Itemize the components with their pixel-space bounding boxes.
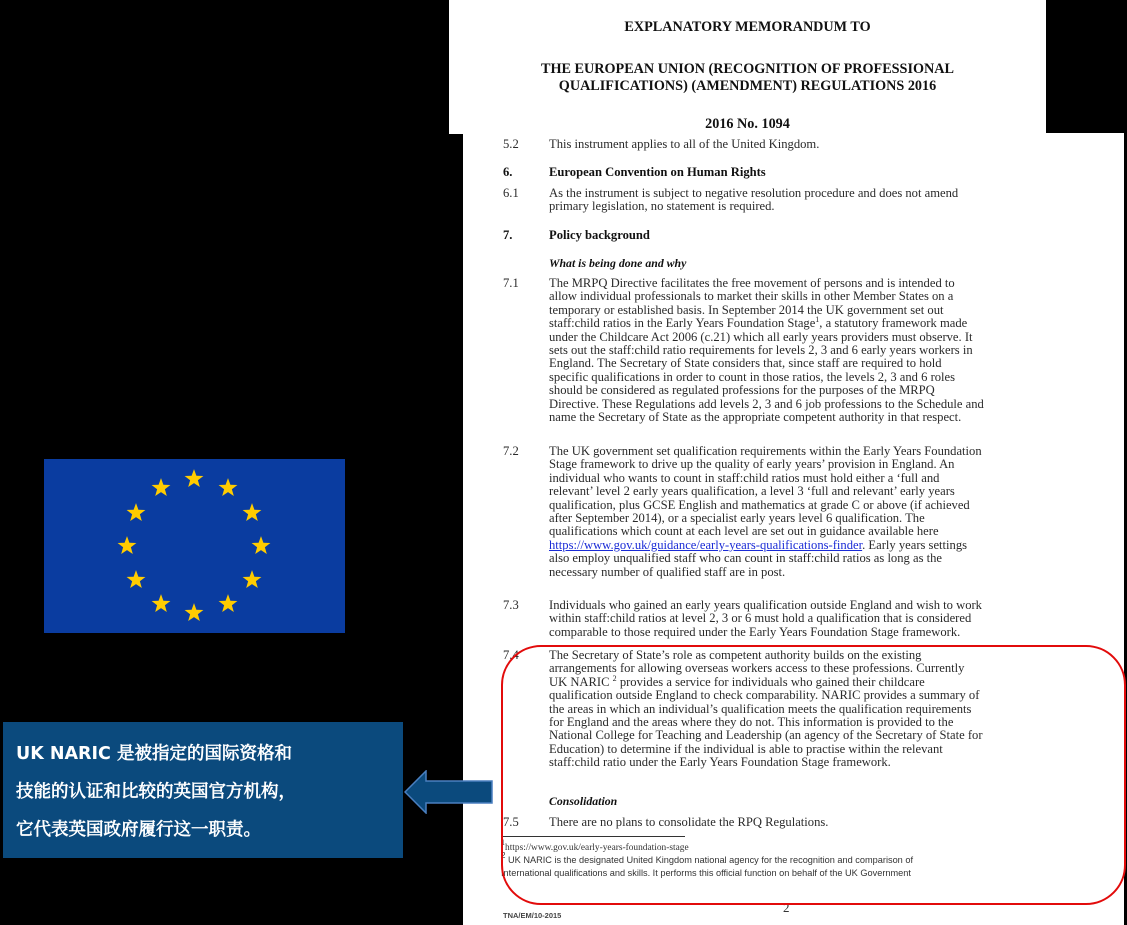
text-line: after September 2014), or a specialist early years level 6 qualification. The (549, 511, 925, 526)
page-number: 2 (783, 900, 790, 915)
text-line: The MRPQ Directive facilitates the free movement of persons and is intended to (549, 276, 955, 290)
star-icon (217, 477, 239, 499)
section-number: 7.3 (503, 598, 519, 612)
text-line: Stage framework to drive up the quality of early years’ provision in England. An (549, 457, 955, 472)
text-line: sets out the staff:child ratio requirements for levels 2, 3 and 6 early years workers in (549, 343, 973, 358)
text-line: relevant’ level 2 early years qualification, a level 3 ‘full and relevant’ early years (549, 484, 955, 499)
star-icon (241, 569, 263, 591)
star-icon (125, 569, 147, 591)
section-number: 7.1 (503, 276, 519, 290)
memo-title: EXPLANATORY MEMORANDUM TO (624, 19, 871, 35)
text-line: allow individual professionals to market their skills in other Member States on a (549, 289, 954, 304)
text-line: specific qualifications in order to count in those ratios, the levels 2, 3 and 6 roles (549, 369, 956, 384)
text-line: comparable to those required under the Early Years Foundation Stage framework. (549, 624, 961, 639)
regulation-title-line2: QUALIFICATIONS) (AMENDMENT) REGULATIONS 2016 (558, 78, 937, 94)
text-line: temporary or established basis. In September 2014 the UK government set out (549, 302, 944, 317)
text-line: primary legislation, no statement is required. (549, 199, 775, 214)
text-line: qualifications which count at each level are set out in guidance available here (549, 524, 939, 539)
section-number: 6.1 (503, 186, 519, 200)
arrow-left-icon (404, 770, 494, 814)
text-line: England. The Secretary of State considers that, since staff are required to hold (549, 356, 942, 371)
text-line: name the Secretary of State as the appropriate competent authority in that respect. (549, 410, 962, 425)
regulation-title-line1: THE EUROPEAN UNION (RECOGNITION OF PROFESSIONAL (541, 61, 954, 77)
section-number: 7.4 (503, 648, 519, 662)
section-number: 7.5 (503, 815, 519, 829)
text-line: Education) to determine if the individual is able to practise within the relevant (549, 741, 943, 756)
text-line: As the instrument is subject to negative resolution procedure and does not amend (549, 186, 959, 200)
text-line: The Secretary of State’s role as competent authority builds on the existing (549, 648, 922, 662)
text-line: under the Childcare Act 2006 (c.21) which all early years providers must observe. It (549, 329, 973, 344)
star-icon (150, 593, 172, 615)
text-line: staff:child ratios in the Early Years Foundation Stage$^1$, a statutory framework made (549, 315, 968, 331)
text-line: The UK government set qualification requirements within the Early Years Foundation (549, 444, 982, 458)
annotation-box (3, 722, 403, 858)
text-line: within staff:child ratios at level 2, 3 or 6 must hold a qualification that is considered (549, 611, 972, 626)
document-body-page: 2016 No. 1094 5.2 This instrument applies to all of the United Kingdom. 6. European Convention on Human Rights 6.1 As the instrument is subject to negative resolution procedure and does not amend primary legislation, no statement is required. 7. Policy background What is being done and why 7.1 The MRPQ Directive facilitates the free movement of persons and is intended to allow individual professionals to market their skills in other Member States on a temporary or established basis. In September 2014 the UK government set out staff:child ratios in the Early Years Foundation Stage$^1$, a statutory framework made under the Childcare Act 2006 (c.21) which all early years providers must observe. It sets out the staff:child ratio requirements for levels 2, 3 and 6 early years workers in England. The Secretary of State considers that, since staff are required to hold specific qualifications in order to count in those ratios, the levels 2, 3 and 6 roles should be considered as regulated professions for the purposes of the MRPQ Directive. These Regulations add levels 2, 3 and 6 job professions to the Schedule and name the Secretary of State as the appropriate competent authority in that respect. 7.2 The UK government set qualification requirements within the Early Years Foundation Stage framework to drive up the quality of early years’ provision in England. An individual who wants to count in staff:child ratios must hold either a ‘full and relevant’ level 2 early years qualification, a level 3 ‘full and relevant’ early years qualification, plus GCSE English and mathematics at grade C or above (if achieved after September 2014), or a specialist early years level 6 qualification. The qualifications which count at each level are set out in guidance available here https://www.gov.uk/guidance/early-years-qualifications-finder. Early years settings also employ unqualified staff who can count in staff:child ratios as long as the necessary number of qualified staff are in post. 7.3 Individuals who gained an early years qualification outside England and wish to work within staff:child ratios at level 2, 3 or 6 must hold a qualification that is considered comparable to those required under the Early Years Foundation Stage framework. 7.4 The Secretary of State’s role as competent authority builds on the existing arrangements for allowing overseas workers access to these professions. Currently UK NARIC $^2$ provides a service for individuals who gained their childcare qualification outside England to check comparability. NARIC provides a summary of the areas in which an individual’s qualification meets the qualification requirements for England and the areas where they do not. This information is provided to the National College for Teaching and Leadership (an agency of the Secretary of State for Education) to determine if the individual is able to practise within the relevant staff:child ratio under the Early Years Foundation Stage framework. Consolidation 7.5 There are no plans to consolidate the RPQ Regulations. $^1$https://www.gov.uk/early-years-foundation-stage $^2$ UK NARIC is the designated United Kingdom national agency for the recognition and comparison of International qualifications and skills. It performs this official function on behalf of the UK Government 2 TNA/EM/10-2015 (463, 133, 1124, 925)
text-line: https://www.gov.uk/guidance/early-years-qualifications-finder. Early years settings (549, 537, 968, 552)
text-line: for England and the areas where they do not. This information is provided to the (549, 715, 954, 730)
star-icon (241, 502, 263, 524)
text-line: Individuals who gained an early years qualification outside England and wish to work (549, 598, 982, 612)
footnote-ref[interactable]: 2 (612, 673, 617, 683)
qualifications-finder-link[interactable]: https://www.gov.uk/guidance/early-years-qualifications-finder (549, 537, 863, 552)
section-text: This instrument applies to all of the United Kingdom. (549, 137, 820, 151)
section-number: 6. (503, 165, 513, 179)
star-icon (116, 535, 138, 557)
section-number: 7.2 (503, 444, 519, 458)
text-line: should be considered as regulated professions for the purposes of the MRPQ (549, 383, 935, 398)
text-line: National College for Teaching and Leadership (an agency of the Secretary of State for (549, 728, 983, 743)
text-line: UK NARIC $^2$ provides a service for individuals who gained their childcare (549, 673, 925, 689)
section-text: There are no plans to consolidate the RPQ Regulations. (549, 815, 829, 829)
document-reference: TNA/EM/10-2015 (503, 911, 562, 920)
annotation-line: 技能的认证和比较的英国官方机构， (16, 782, 296, 802)
footnote-separator (501, 836, 685, 837)
text-line: individual who wants to count in staff:child ratios must hold either a ‘full and (549, 470, 940, 485)
text-line: the areas in which an individual’s qualification meets the qualification requirements (549, 701, 972, 716)
footnote-2-continued: International qualifications and skills. It performs this official function on behalf of the UK Government (501, 868, 911, 878)
document-header-page (449, 0, 1046, 134)
text-line: qualification outside England to check comparability. NARIC provides a summary of (549, 688, 980, 703)
footnote-ref[interactable]: 1 (815, 315, 820, 325)
footnote-1: $^1$https://www.gov.uk/early-years-foundation-stage (501, 838, 689, 853)
regulation-number: 2016 No. 1094 (705, 116, 790, 132)
text-line: staff:child ratio under the Early Years Foundation Stage framework. (549, 755, 891, 770)
star-icon (183, 468, 205, 490)
section-number: 7. (503, 228, 513, 242)
section-number: 5.2 (503, 137, 519, 151)
text-line: arrangements for allowing overseas workers access to these professions. Currently (549, 661, 965, 676)
text-line: also employ unqualified staff who can count in staff:child ratios as long as the (549, 551, 943, 566)
section-title: Policy background (549, 228, 650, 242)
star-icon (150, 477, 172, 499)
text-line: necessary number of qualified staff are in post. (549, 564, 786, 579)
text-line: qualification, plus GCSE English and mathematics at grade C or above (if achieved (549, 497, 970, 512)
section-title: European Convention on Human Rights (549, 165, 766, 179)
eu-flag (44, 459, 345, 633)
footnote-2: $^2$ UK NARIC is the designated United Kingdom national agency for the recognition and comparison of (501, 851, 914, 865)
annotation-line: 它代表英国政府履行这一职责。 (16, 820, 261, 840)
text-line: Directive. These Regulations add levels 2, 3 and 6 job professions to the Schedule and (549, 396, 984, 411)
star-icon (250, 535, 272, 557)
star-icon (217, 593, 239, 615)
annotation-line: UK NARIC 是被指定的国际资格和 (16, 744, 292, 764)
star-icon (125, 502, 147, 524)
star-icon (183, 602, 205, 624)
